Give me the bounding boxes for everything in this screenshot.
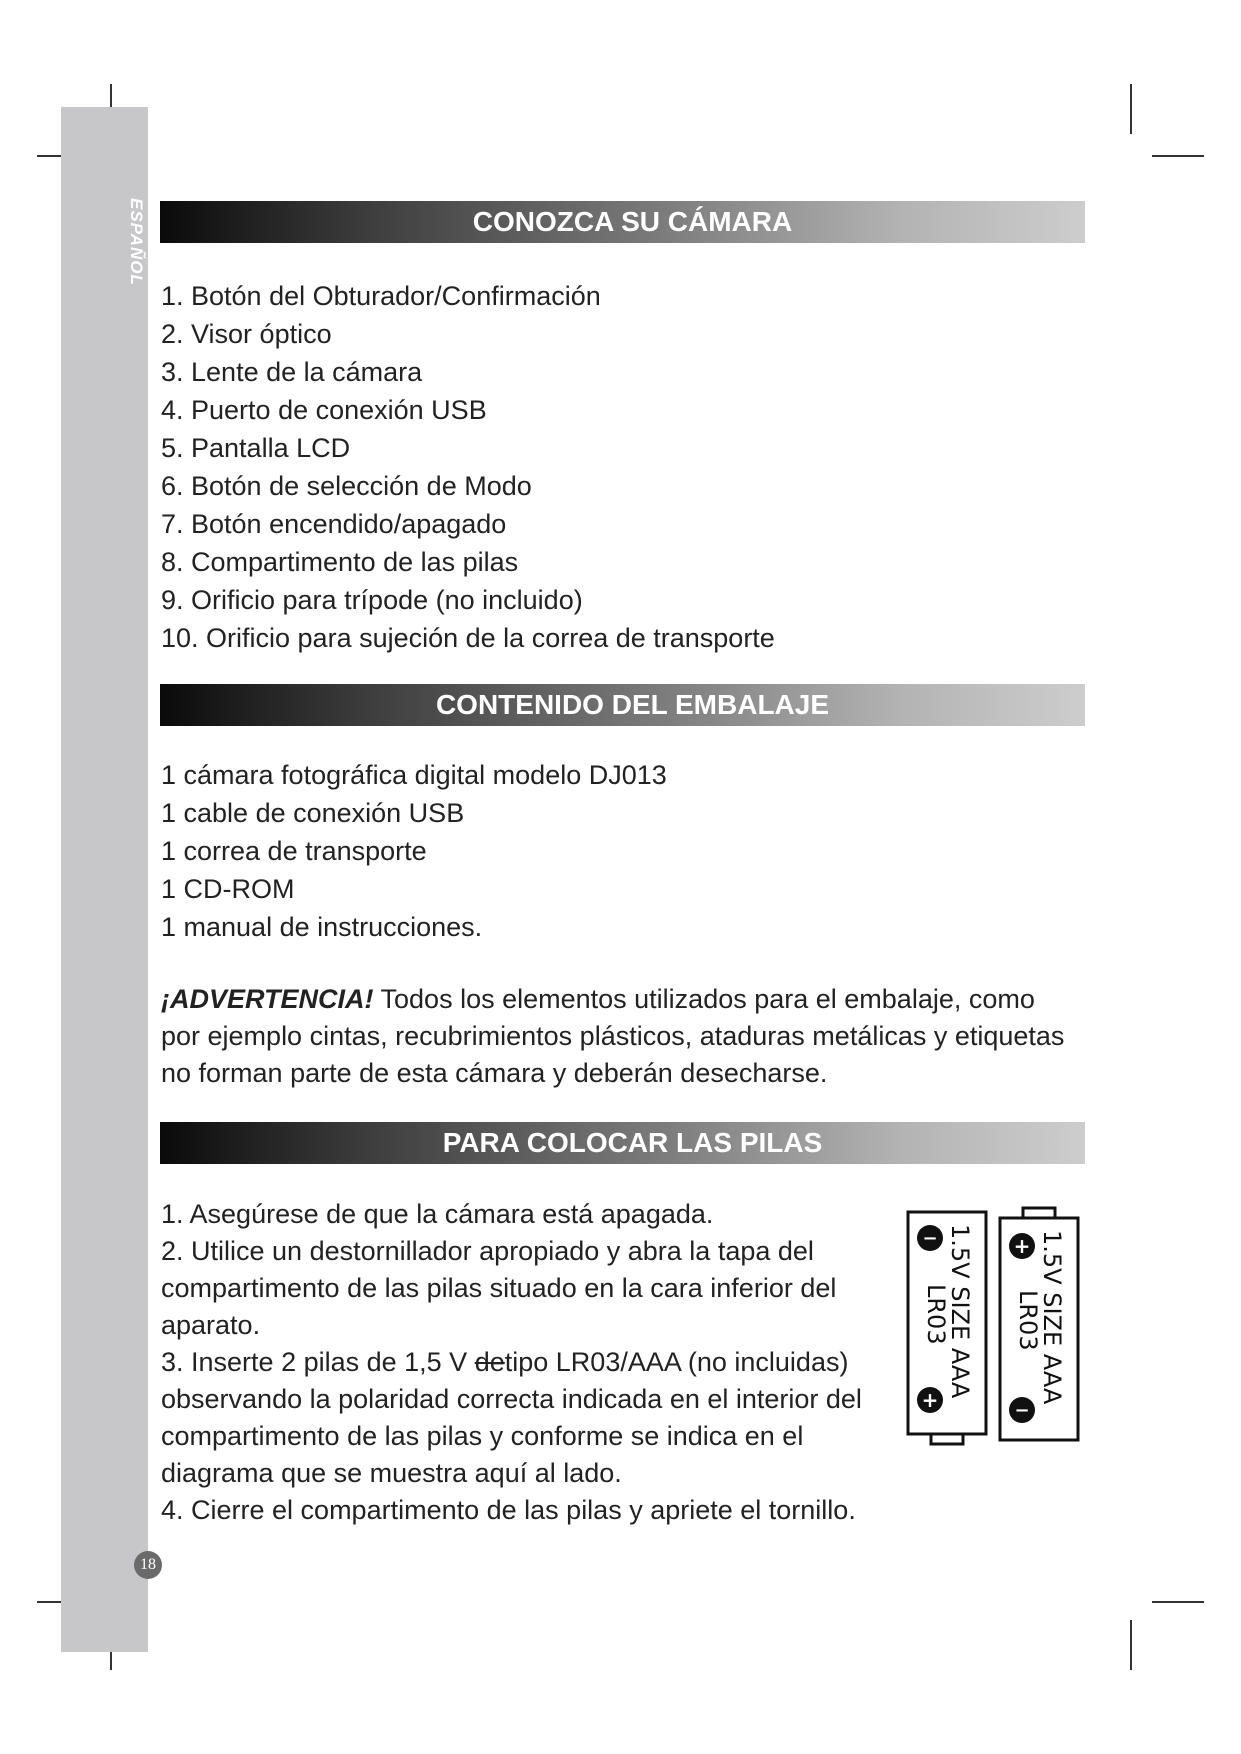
section-title-camera: CONOZCA SU CÁMARA bbox=[160, 201, 1085, 243]
list-item: 10. Orificio para sujeción de la correa de transporte bbox=[161, 623, 775, 653]
battery-label: 1.5V SIZE AAA bbox=[946, 1224, 974, 1399]
list-item: 8. Compartimento de las pilas bbox=[161, 547, 519, 577]
package-contents-list bbox=[161, 756, 667, 946]
list-item: 7. Botón encendido/apagado bbox=[161, 509, 507, 539]
battery-step bbox=[161, 1344, 899, 1492]
camera-parts-list bbox=[161, 277, 775, 657]
list-item: 3. Lente de la cámara bbox=[161, 357, 423, 387]
list-item: 4. Puerto de conexión USB bbox=[161, 395, 487, 425]
svg-text:+: + bbox=[1013, 1234, 1031, 1258]
list-item: 6. Botón de selección de Modo bbox=[161, 471, 532, 501]
battery-step: 1. Asegúrese de que la cámara está apagada. bbox=[161, 1199, 714, 1229]
section-title-package: CONTENIDO DEL EMBALAJE bbox=[160, 684, 1085, 726]
list-item: 1 manual de instrucciones. bbox=[161, 912, 483, 942]
list-item: 1 CD-ROM bbox=[161, 874, 295, 904]
language-tab-label: ESPAÑOL bbox=[127, 198, 146, 286]
battery-label: 1.5V SIZE AAA bbox=[1038, 1230, 1066, 1405]
battery-steps bbox=[161, 1196, 899, 1529]
crop-mark bbox=[1130, 84, 1132, 134]
battery-left bbox=[908, 1212, 986, 1444]
list-item: 1. Botón del Obturador/Confirmación bbox=[161, 281, 601, 311]
svg-text:−: − bbox=[922, 1228, 938, 1249]
list-item: 9. Orificio para trípode (no incluido) bbox=[161, 585, 583, 615]
list-item: 1 cable de conexión USB bbox=[161, 798, 465, 828]
battery-step: 4. Cierre el compartimento de las pilas y apriete el tornillo. bbox=[161, 1495, 856, 1525]
step3-text: 3. Inserte 2 pilas de 1,5 V bbox=[161, 1347, 475, 1377]
page-number: 18 bbox=[134, 1551, 162, 1579]
svg-text:−: − bbox=[1014, 1400, 1030, 1421]
crop-mark bbox=[1130, 1620, 1132, 1670]
warning-paragraph bbox=[161, 981, 1081, 1092]
warning-text: Todos los elementos utilizados para el embalaje, como por ejemplo cintas, recubrimientos plásticos, ataduras metálicas y etiquetas no forman parte de esta cámara y deberán desecharse. bbox=[161, 984, 1065, 1088]
list-item: 1 cámara fotográfica digital modelo DJ013 bbox=[161, 760, 667, 790]
battery-diagram bbox=[906, 1204, 1086, 1448]
crop-mark bbox=[1152, 1601, 1204, 1603]
list-item: 5. Pantalla LCD bbox=[161, 433, 351, 463]
step3-text-cont: tipo LR03/AAA (no incluidas) observando la polaridad correcta indicada en el interior del compartimento de las pilas y conforme se indica en el diagrama que se muestra aquí al lado. bbox=[161, 1347, 862, 1488]
battery-right bbox=[1000, 1208, 1078, 1440]
warning-label: ¡ADVERTENCIA! bbox=[161, 984, 374, 1014]
list-item: 1 correa de transporte bbox=[161, 836, 427, 866]
battery-model: LR03 bbox=[922, 1284, 950, 1345]
list-item: 2. Visor óptico bbox=[161, 319, 332, 349]
language-sidebar bbox=[61, 107, 148, 1652]
battery-model: LR03 bbox=[1014, 1290, 1042, 1351]
crop-mark bbox=[1152, 155, 1204, 157]
battery-step: 2. Utilice un destornillador apropiado y abra la tapa del compartimento de las pilas situado en la cara inferior del aparato. bbox=[161, 1236, 837, 1340]
section-title-batteries: PARA COLOCAR LAS PILAS bbox=[160, 1122, 1085, 1164]
struck-word: de bbox=[474, 1347, 505, 1377]
svg-text:+: + bbox=[921, 1388, 939, 1412]
